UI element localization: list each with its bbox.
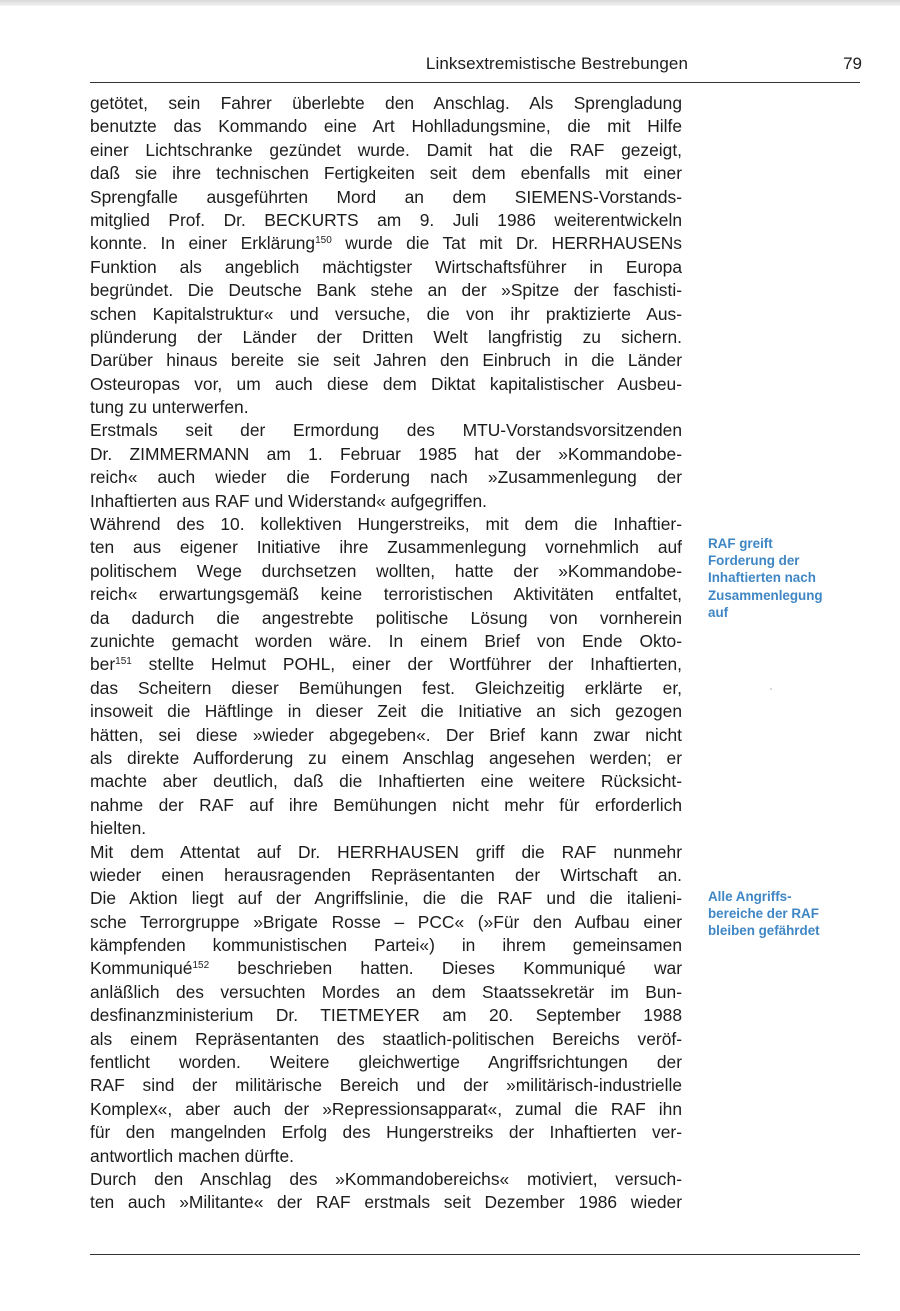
- text-line: [90, 1074, 682, 1097]
- text-segment: Erstmals seit der Ermordung des MTU-Vorstandsvorsitzenden: [90, 420, 682, 441]
- text-line: [90, 513, 682, 536]
- text-segment: ber: [90, 654, 116, 675]
- text-segment: fentlicht worden. Weitere gleichwertige Angriffsrichtungen der: [90, 1052, 682, 1073]
- text-segment: machte aber deutlich, daß die Inhaftierten eine weitere Rücksicht-: [90, 771, 682, 792]
- header-rule: [90, 82, 860, 83]
- margin-note-line: Alle Angriffs-: [708, 889, 792, 904]
- text-segment: reich« auch wieder die Forderung nach »Zusammenlegung der: [90, 467, 682, 488]
- text-line: [90, 92, 682, 115]
- text-line: [90, 1145, 682, 1168]
- text-segment: schen Kapitalstruktur« und versuche, die von ihr praktizierte Aus-: [90, 303, 682, 324]
- text-line: [90, 677, 682, 700]
- text-line: [90, 466, 682, 489]
- text-line: [90, 443, 682, 466]
- text-segment: wieder einen herausragenden Repräsentanten der Wirtschaft an.: [90, 864, 682, 885]
- text-segment: Osteuropas vor, um auch diese dem Diktat kapitalistischer Ausbeu-: [90, 373, 682, 394]
- text-line: [90, 817, 682, 840]
- text-line: [90, 349, 682, 372]
- text-segment: Komplex«, aber auch der »Repressionsapparat«, zumal die RAF ihn: [90, 1098, 682, 1119]
- text-line: [90, 911, 682, 934]
- text-segment: antwortlich machen dürfte.: [90, 1145, 294, 1166]
- text-line: [90, 1191, 682, 1214]
- text-segment: benutzte das Kommando eine Art Hohlladungsmine, die mit Hilfe: [90, 116, 682, 137]
- text-line: [90, 303, 682, 326]
- text-line: [90, 209, 682, 232]
- text-segment: plünderung der Länder der Dritten Welt langfristig zu sichern.: [90, 326, 682, 347]
- text-line: [90, 724, 682, 747]
- text-segment: als direkte Aufforderung zu einem Anschlag angesehen werden; er: [90, 747, 682, 768]
- text-line: [90, 396, 682, 419]
- text-segment: da dadurch die angestrebte politische Lösung von vornherein: [90, 607, 682, 628]
- text-line: [90, 607, 682, 630]
- text-line: [90, 560, 682, 583]
- text-segment: nahme der RAF auf ihre Bemühungen nicht mehr für erforderlich: [90, 794, 682, 815]
- footnote-marker: 150: [315, 235, 332, 247]
- text-segment: sche Terrorgruppe »Brigate Rosse – PCC« (»Für den Aufbau einer: [90, 911, 682, 932]
- text-line: [90, 279, 682, 302]
- text-segment: reich« erwartungsgemäß keine terroristischen Aktivitäten entfaltet,: [90, 584, 682, 605]
- margin-note-line: Zusammenlegung: [708, 587, 823, 603]
- text-line: [90, 419, 682, 442]
- text-segment: beschrieben hatten. Dieses Kommuniqué war: [209, 958, 682, 979]
- margin-note-raf-demand: [708, 535, 868, 621]
- text-line: [90, 232, 682, 255]
- text-segment: Funktion als angeblich mächtigster Wirtschaftsführer in Europa: [90, 256, 682, 277]
- text-segment: insoweit die Häftlinge in dieser Zeit die Initiative an sich gezogen: [90, 701, 682, 722]
- text-segment: begründet. Die Deutsche Bank stehe an der »Spitze der faschisti-: [90, 280, 682, 301]
- text-line: [90, 700, 682, 723]
- text-segment: daß sie ihre technischen Fertigkeiten seit dem ebenfalls mit einer: [90, 163, 682, 184]
- text-segment: einer Lichtschranke gezündet wurde. Damit hat die RAF gezeigt,: [90, 139, 682, 160]
- text-line: [90, 981, 682, 1004]
- text-line: [90, 583, 682, 606]
- text-line: [90, 770, 682, 793]
- margin-note-line: RAF greift: [708, 536, 773, 551]
- text-line: [90, 630, 682, 653]
- text-segment: Sprengfalle ausgeführten Mord an dem SIEMENS-Vorstands-: [90, 186, 682, 207]
- text-line: [90, 794, 682, 817]
- text-line: [90, 1028, 682, 1051]
- text-line: [90, 256, 682, 279]
- text-segment: Kommuniqué: [90, 958, 193, 979]
- body-text: [90, 92, 682, 1215]
- text-line: [90, 490, 682, 513]
- margin-note-line: bleiben gefährdet: [708, 923, 820, 939]
- text-segment: als einem Repräsentanten des staatlich-politischen Bereichs veröf-: [90, 1028, 682, 1049]
- text-line: [90, 139, 682, 162]
- text-line: [90, 957, 682, 980]
- text-segment: ten aus eigener Initiative ihre Zusammenlegung vornehmlich auf: [90, 537, 682, 558]
- text-segment: ten auch »Militante« der RAF erstmals seit Dezember 1986 wieder: [90, 1192, 682, 1213]
- text-segment: anläßlich des versuchten Mordes an dem Staatssekretär im Bun-: [90, 981, 682, 1002]
- text-line: [90, 326, 682, 349]
- text-segment: wurde die Tat mit Dr. HERRHAUSENs: [331, 233, 682, 254]
- text-segment: getötet, sein Fahrer überlebte den Anschlag. Als Sprengladung: [90, 93, 682, 113]
- text-line: [90, 373, 682, 396]
- footnote-marker: 151: [115, 656, 132, 668]
- text-segment: Darüber hinaus bereite sie seit Jahren den Einbruch in die Länder: [90, 350, 682, 371]
- text-segment: konnte. In einer Erklärung: [90, 233, 316, 254]
- footer-rule: [90, 1254, 860, 1255]
- margin-note-line: bereiche der RAF: [708, 906, 819, 922]
- text-line: [90, 1051, 682, 1074]
- text-segment: desfinanzministerium Dr. TIETMEYER am 20. September 1988: [90, 1005, 682, 1026]
- text-line: [90, 186, 682, 209]
- text-segment: Dr. ZIMMERMANN am 1. Februar 1985 hat der »Kommandobe-: [90, 443, 682, 464]
- text-segment: hätten, sei diese »wieder abgegeben«. Der Brief kann zwar nicht: [90, 724, 682, 745]
- text-segment: politischem Wege durchsetzen wollten, hatte der »Kommandobe-: [90, 560, 682, 581]
- text-line: [90, 1004, 682, 1027]
- text-line: [90, 1121, 682, 1144]
- text-segment: das Scheitern dieser Bemühungen fest. Gleichzeitig erklärte er,: [90, 677, 682, 698]
- text-line: [90, 864, 682, 887]
- text-segment: stellte Helmut POHL, einer der Wortführer der Inhaftierten,: [131, 654, 682, 675]
- text-segment: RAF sind der militärische Bereich und der »militärisch-industrielle: [90, 1075, 682, 1096]
- text-line: [90, 162, 682, 185]
- text-segment: kämpfenden kommunistischen Partei«) in ihrem gemeinsamen: [90, 935, 682, 956]
- page-top-edge: [0, 0, 900, 6]
- text-segment: Die Aktion liegt auf der Angriffslinie, die die RAF und die italieni-: [90, 888, 682, 909]
- scan-speck: [770, 688, 772, 690]
- text-line: [90, 653, 682, 676]
- text-segment: tung zu unterwerfen.: [90, 397, 249, 418]
- text-line: [90, 841, 682, 864]
- text-line: [90, 115, 682, 138]
- page-number: 79: [843, 54, 862, 73]
- text-line: [90, 934, 682, 957]
- margin-note-line: Inhaftierten nach: [708, 570, 816, 586]
- running-title: Linksextremistische Bestrebungen: [425, 54, 688, 73]
- margin-note-line: Forderung der: [708, 553, 800, 569]
- text-line: [90, 747, 682, 770]
- text-segment: mitglied Prof. Dr. BECKURTS am 9. Juli 1986 weiterentwickeln: [90, 209, 682, 230]
- text-line: [90, 887, 682, 910]
- text-segment: Durch den Anschlag des »Kommandobereichs« motiviert, versuch-: [90, 1168, 682, 1189]
- margin-note-attack-areas: [708, 888, 868, 940]
- text-line: [90, 536, 682, 559]
- text-segment: Mit dem Attentat auf Dr. HERRHAUSEN griff die RAF nunmehr: [90, 841, 682, 862]
- text-segment: für den mangelnden Erfolg des Hungerstreiks der Inhaftierten ver-: [90, 1122, 682, 1143]
- margin-note-line: auf: [708, 604, 729, 620]
- text-segment: Während des 10. kollektiven Hungerstreiks, mit dem die Inhaftier-: [90, 514, 682, 535]
- text-segment: hielten.: [90, 818, 147, 839]
- footnote-marker: 152: [192, 960, 210, 972]
- text-segment: Inhaftierten aus RAF und Widerstand« aufgegriffen.: [90, 490, 488, 511]
- text-segment: zunichte gemacht worden wäre. In einem Brief von Ende Okto-: [90, 630, 682, 651]
- text-line: [90, 1098, 682, 1121]
- text-line: [90, 1168, 682, 1191]
- page-header: [90, 50, 862, 80]
